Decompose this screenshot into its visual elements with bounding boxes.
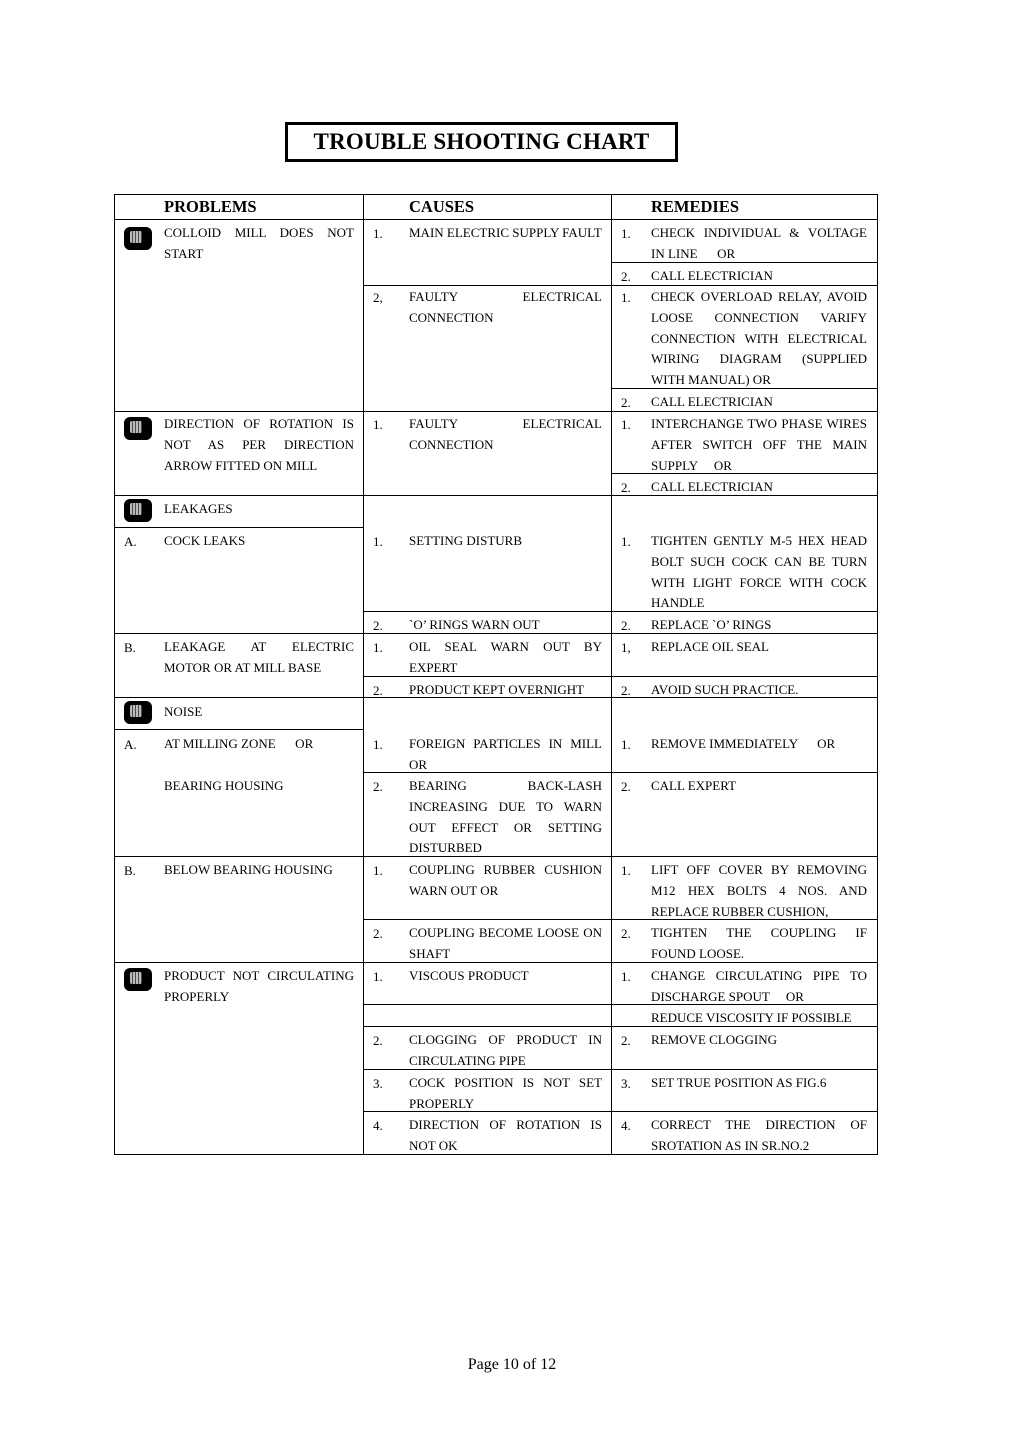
remedy-number: 2. (621, 480, 631, 495)
remedy-number: 1. (621, 534, 631, 549)
cause-number: 2. (373, 1033, 383, 1048)
remedy-text: CHECK OVERLOAD RELAY, AVOID LOOSE CONNECTION VARIFY CONNECTION WITH ELECTRICAL WIRING DIAGRAM (SUPPLIED WITH MANUAL) OR (651, 289, 867, 388)
remedy-number: 4. (621, 1118, 631, 1133)
remedy-text: TIGHTEN GENTLY M-5 HEX HEAD BOLT SUCH COCK CAN BE TURN WITH LIGHT FORCE WITH COCK HANDLE (651, 533, 867, 611)
bullet-icon (124, 417, 152, 440)
cause-number: 1. (373, 737, 383, 752)
sub-problem-text: BELOW BEARING HOUSING (164, 862, 333, 877)
sub-problem-label: B. (124, 863, 136, 878)
remedy-text: AVOID SUCH PRACTICE. (651, 682, 799, 697)
bullet-icon (124, 701, 152, 724)
remedy-text: CORRECT THE DIRECTION OF SROTATION AS IN SR.NO.2 (651, 1117, 867, 1153)
remedy-text: REMOVE CLOGGING (651, 1032, 778, 1047)
sub-problem-text: BEARING HOUSING (164, 778, 284, 793)
problem-text: NOISE (164, 704, 203, 719)
cause-number: 3. (373, 1076, 383, 1091)
sub-problem-text: AT MILLING ZONE OR (164, 736, 314, 751)
sub-problem-label: A. (124, 534, 137, 549)
remedy-text: CHECK INDIVIDUAL & VOLTAGE IN LINE OR (651, 225, 871, 261)
remedy-number: 1. (621, 417, 631, 432)
cause-text: FAULTY ELECTRICAL CONNECTION (409, 289, 602, 325)
cause-text: PRODUCT KEPT OVERNIGHT (409, 682, 585, 697)
remedy-number: 1. (621, 226, 631, 241)
remedy-text: LIFT OFF COVER BY REMOVING M12 HEX BOLTS 4 NOS. AND REPLACE RUBBER CUSHION, (651, 862, 867, 919)
sub-problem-text: LEAKAGE AT ELECTRIC MOTOR OR AT MILL BASE (164, 639, 354, 675)
remedy-text: SET TRUE POSITION AS FIG.6 (651, 1075, 827, 1090)
cause-number: 1. (373, 863, 383, 878)
cause-number: 1. (373, 226, 383, 241)
remedy-number: 1. (621, 737, 631, 752)
remedy-number: 1. (621, 863, 631, 878)
remedy-text: CHANGE CIRCULATING PIPE TO DISCHARGE SPOUT OR (651, 968, 871, 1004)
remedy-text: CALL EXPERT (651, 778, 737, 793)
remedy-number: 2. (621, 395, 631, 410)
remedy-text: REPLACE `O’ RINGS (651, 617, 772, 632)
remedy-number: 2. (621, 269, 631, 284)
remedy-text: REPLACE OIL SEAL (651, 639, 769, 654)
sub-problem-label: B. (124, 640, 136, 655)
cause-text: FOREIGN PARTICLES IN MILL OR (409, 736, 602, 772)
remedy-number: 2. (621, 926, 631, 941)
remedy-number: 1. (621, 969, 631, 984)
cause-text: OIL SEAL WARN OUT BY EXPERT (409, 639, 602, 675)
cause-number: 1. (373, 640, 383, 655)
cause-text: COCK POSITION IS NOT SET PROPERLY (409, 1075, 602, 1111)
cause-number: 4. (373, 1118, 383, 1133)
remedy-text: REMOVE IMMEDIATELY OR (651, 736, 836, 751)
cause-number: 1. (373, 969, 383, 984)
remedy-text: CALL ELECTRICIAN (651, 479, 773, 494)
remedy-number: 1. (621, 290, 631, 305)
cause-text: DIRECTION OF ROTATION IS NOT OK (409, 1117, 602, 1153)
remedy-text: REDUCE VISCOSITY IF POSSIBLE (651, 1010, 852, 1025)
cause-text: COUPLING RUBBER CUSHION WARN OUT OR (409, 862, 602, 898)
cause-text: `O’ RINGS WARN OUT (409, 617, 540, 632)
remedy-text: CALL ELECTRICIAN (651, 394, 773, 409)
cause-number: 2. (373, 779, 383, 794)
cause-text: FAULTY ELECTRICAL CONNECTION (409, 416, 602, 452)
sub-problem-text: COCK LEAKS (164, 533, 246, 548)
page-number: Page 10 of 12 (467, 1356, 557, 1373)
header-problems: PROBLEMS (164, 197, 257, 216)
remedy-number: 2. (621, 618, 631, 633)
cause-number: 2. (373, 618, 383, 633)
remedy-text: TIGHTEN THE COUPLING IF FOUND LOOSE. (651, 925, 867, 961)
bullet-icon (124, 499, 152, 522)
cause-text: MAIN ELECTRIC SUPPLY FAULT (409, 225, 602, 240)
remedy-number: 2. (621, 1033, 631, 1048)
remedy-text: INTERCHANGE TWO PHASE WIRES AFTER SWITCH OFF THE MAIN SUPPLY OR (651, 416, 871, 473)
bullet-icon (124, 968, 152, 991)
cause-text: VISCOUS PRODUCT (409, 968, 529, 983)
page-title: TROUBLE SHOOTING CHART (285, 122, 678, 162)
bullet-icon (124, 227, 152, 250)
header-remedies: REMEDIES (651, 197, 740, 216)
problem-text: COLLOID MILL DOES NOT START (164, 225, 354, 261)
remedy-number: 2. (621, 683, 631, 698)
cause-number: 1. (373, 534, 383, 549)
cause-number: 2. (373, 683, 383, 698)
cause-text: BEARING BACK-LASH INCREASING DUE TO WARN OUT EFFECT OR SETTING DISTURBED (409, 778, 602, 856)
remedy-number: 1, (621, 640, 631, 655)
sub-problem-label: A. (124, 737, 137, 752)
cause-number: 2. (373, 926, 383, 941)
problem-text: LEAKAGES (164, 501, 233, 516)
problem-text: DIRECTION OF ROTATION IS NOT AS PER DIRECTION ARROW FITTED ON MILL (164, 416, 354, 473)
cause-number: 1. (373, 417, 383, 432)
header-causes: CAUSES (409, 197, 475, 216)
cause-number: 2, (373, 290, 383, 305)
remedy-number: 3. (621, 1076, 631, 1091)
cause-text: SETTING DISTURB (409, 533, 523, 548)
remedy-text: CALL ELECTRICIAN (651, 268, 773, 283)
problem-text: PRODUCT NOT CIRCULATING PROPERLY (164, 968, 354, 1004)
cause-text: COUPLING BECOME LOOSE ON SHAFT (409, 925, 602, 961)
remedy-number: 2. (621, 779, 631, 794)
cause-text: CLOGGING OF PRODUCT IN CIRCULATING PIPE (409, 1032, 602, 1068)
